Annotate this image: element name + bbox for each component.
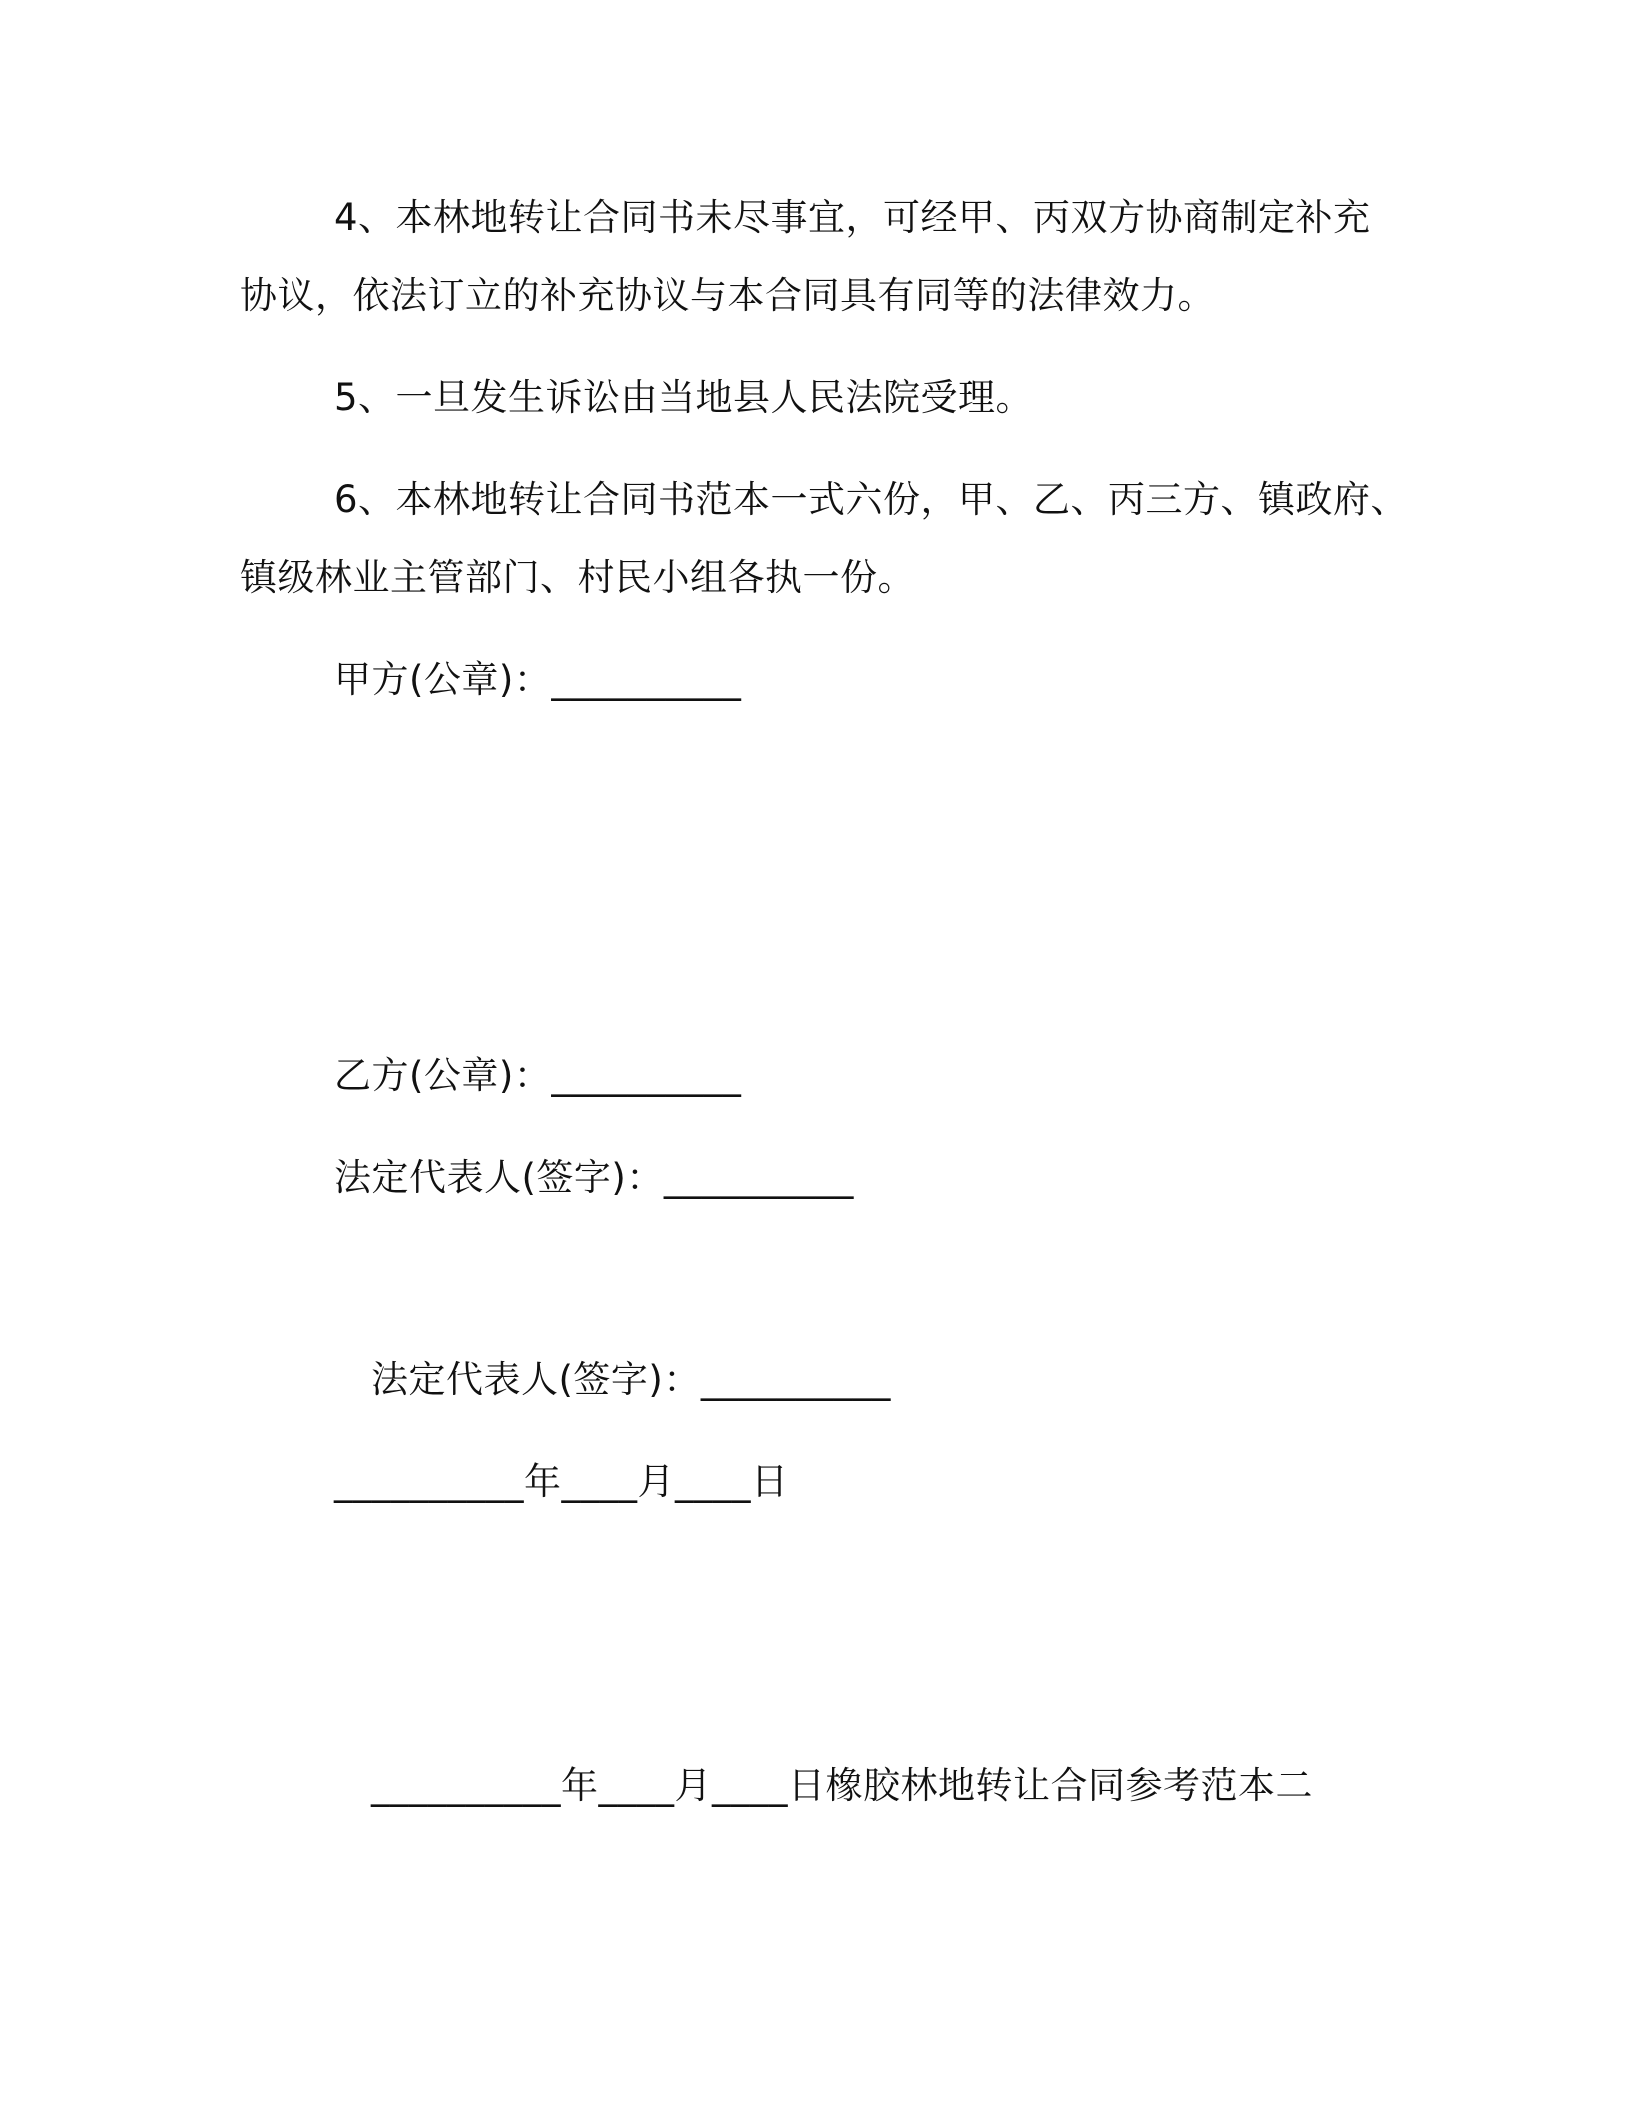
legal-representative-signature-2: 法定代表人(签字)：__________ [371,1358,891,1401]
party-b-seal: 乙方(公章)：__________ [334,1054,742,1097]
clause-4-line-1: 4、本林地转让合同书未尽事宜，可经甲、丙双方协商制定补充 [334,196,1371,239]
party-a-seal: 甲方(公章)：__________ [334,658,742,701]
legal-representative-signature-1: 法定代表人(签字)：__________ [334,1156,854,1199]
clause-4-line-2: 协议，依法订立的补充协议与本合同具有同等的法律效力。 [240,274,1215,317]
signing-date: __________年____月____日 [334,1460,789,1503]
next-document-title: __________年____月____日橡胶林地转让合同参考范本二 [371,1764,1313,1807]
clause-6-line-1: 6、本林地转让合同书范本一式六份，甲、乙、丙三方、镇政府、 [334,478,1409,521]
clause-5: 5、一旦发生诉讼由当地县人民法院受理。 [334,376,1034,419]
clause-6-line-2: 镇级林业主管部门、村民小组各执一份。 [240,556,915,599]
